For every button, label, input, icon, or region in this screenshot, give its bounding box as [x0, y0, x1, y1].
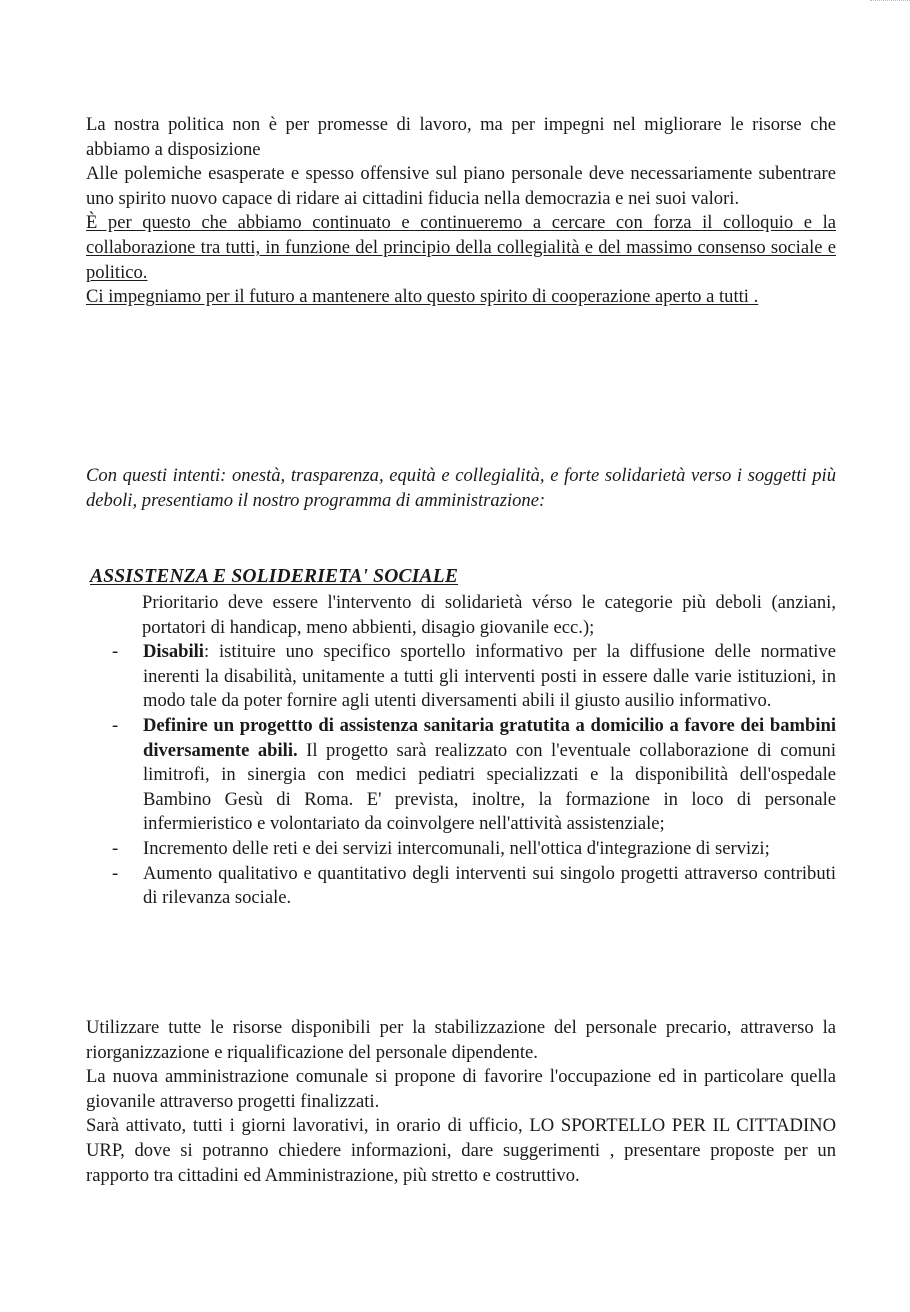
list-item: [112, 837, 836, 862]
list-item-bold: Definire un progettto di assistenza sanitaria gratutita a domicilio a favore dei bambini diversamente abili.: [143, 714, 836, 761]
list-item-text: [143, 714, 836, 837]
section-body: [112, 591, 836, 911]
statement-paragraph: Con questi intenti: onestà, trasparenza, equità e collegialità, e forte solidarietà verso i soggetti più deboli, presentiamo il nostro programma di amministrazione:: [86, 465, 836, 511]
statement-block: [86, 464, 836, 513]
section-intro: Prioritario deve essere l'intervento di solidarietà vérso le categorie più deboli (anziani, portatori di handicap, meno abbienti, disagio giovanile ecc.);: [142, 592, 836, 638]
list-item-body: Incremento delle reti e dei servizi intercomunali, nell'ottica d'integrazione di servizi;: [143, 837, 770, 859]
list-item-body: Il progetto sarà realizzato con l'eventuale collaborazione di comuni limitrofi, in sinergia con medici pediatri specializzati e la disponibilità dell'ospedale Bambino Gesù di Roma. E' prevista, inoltre, la formazione in loco di personale infermieristico e volontariato da coinvolgere nell'attività assistenziale;: [143, 739, 836, 835]
intro-paragraph-3-underlined: È per questo che abbiamo continuato e continueremo a cercare con forza il colloquio e la collaborazione tra tutti, in funzione del principio della collegialità e del massimo consenso sociale e politico.: [86, 212, 836, 283]
list-item-text: [143, 837, 836, 862]
list-item-body: Aumento qualitativo e quantitativo degli interventi sui singolo progetti attraverso contributi di rilevanza sociale.: [143, 862, 836, 909]
scan-edge-mark: [870, 0, 910, 7]
intro-section: [86, 113, 836, 310]
intro-paragraph-2: Alle polemiche esasperate e spesso offensive sul piano personale deve necessariamente subentrare uno spirito nuovo capace di ridare ai cittadini fiducia nella democrazia e nei suoi valori.: [86, 163, 836, 209]
closing-paragraph-3: Sarà attivato, tutti i giorni lavorativi, in orario di ufficio, LO SPORTELLO PER IL CITTADINO URP, dove si potranno chiedere informazioni, dare suggerimenti , presentare proposte per un rapporto tra cittadini ed Amministrazione, più stretto e costruttivo.: [86, 1115, 836, 1186]
closing-paragraph-2: La nuova amministrazione comunale si propone di favorire l'occupazione ed in particolare quella giovanile attraverso progetti finalizzati.: [86, 1066, 836, 1112]
list-item-bold: Disabili: [143, 641, 204, 663]
list-item-text: [143, 640, 836, 714]
list-bullet: -: [112, 641, 119, 663]
closing-paragraph-1: Utilizzare tutte le risorse disponibili per la stabilizzazione del personale precario, attraverso la riorganizzazione e riqualificazione del personale dipendente.: [86, 1017, 836, 1063]
closing-section: [86, 1016, 836, 1188]
list-item: [112, 714, 836, 837]
list-item: [112, 640, 836, 714]
section-heading: ASSISTENZA E SOLIDERIETA' SOCIALE: [90, 566, 459, 587]
list-bullet: -: [112, 714, 119, 736]
list-item-text: [143, 862, 836, 911]
intro-paragraph-4-underlined: Ci impegniamo per il futuro a mantenere alto questo spirito di cooperazione aperto a tutti .: [86, 286, 759, 308]
list-item: [112, 862, 836, 911]
list-bullet: -: [112, 837, 119, 859]
list-bullet: -: [112, 862, 119, 884]
intro-paragraph-1: La nostra politica non è per promesse di lavoro, ma per impegni nel migliorare le risorse che abbiamo a disposizione: [86, 114, 836, 160]
list-item-body: : istituire uno specifico sportello informativo per la diffusione delle normative inerenti la disabilità, unitamente a tutti gli interventi posti in essere dalle varie istituzioni, in modo tale da poter fornire agli utenti diversamenti abili il giusto ausilio informativo.: [143, 641, 836, 712]
